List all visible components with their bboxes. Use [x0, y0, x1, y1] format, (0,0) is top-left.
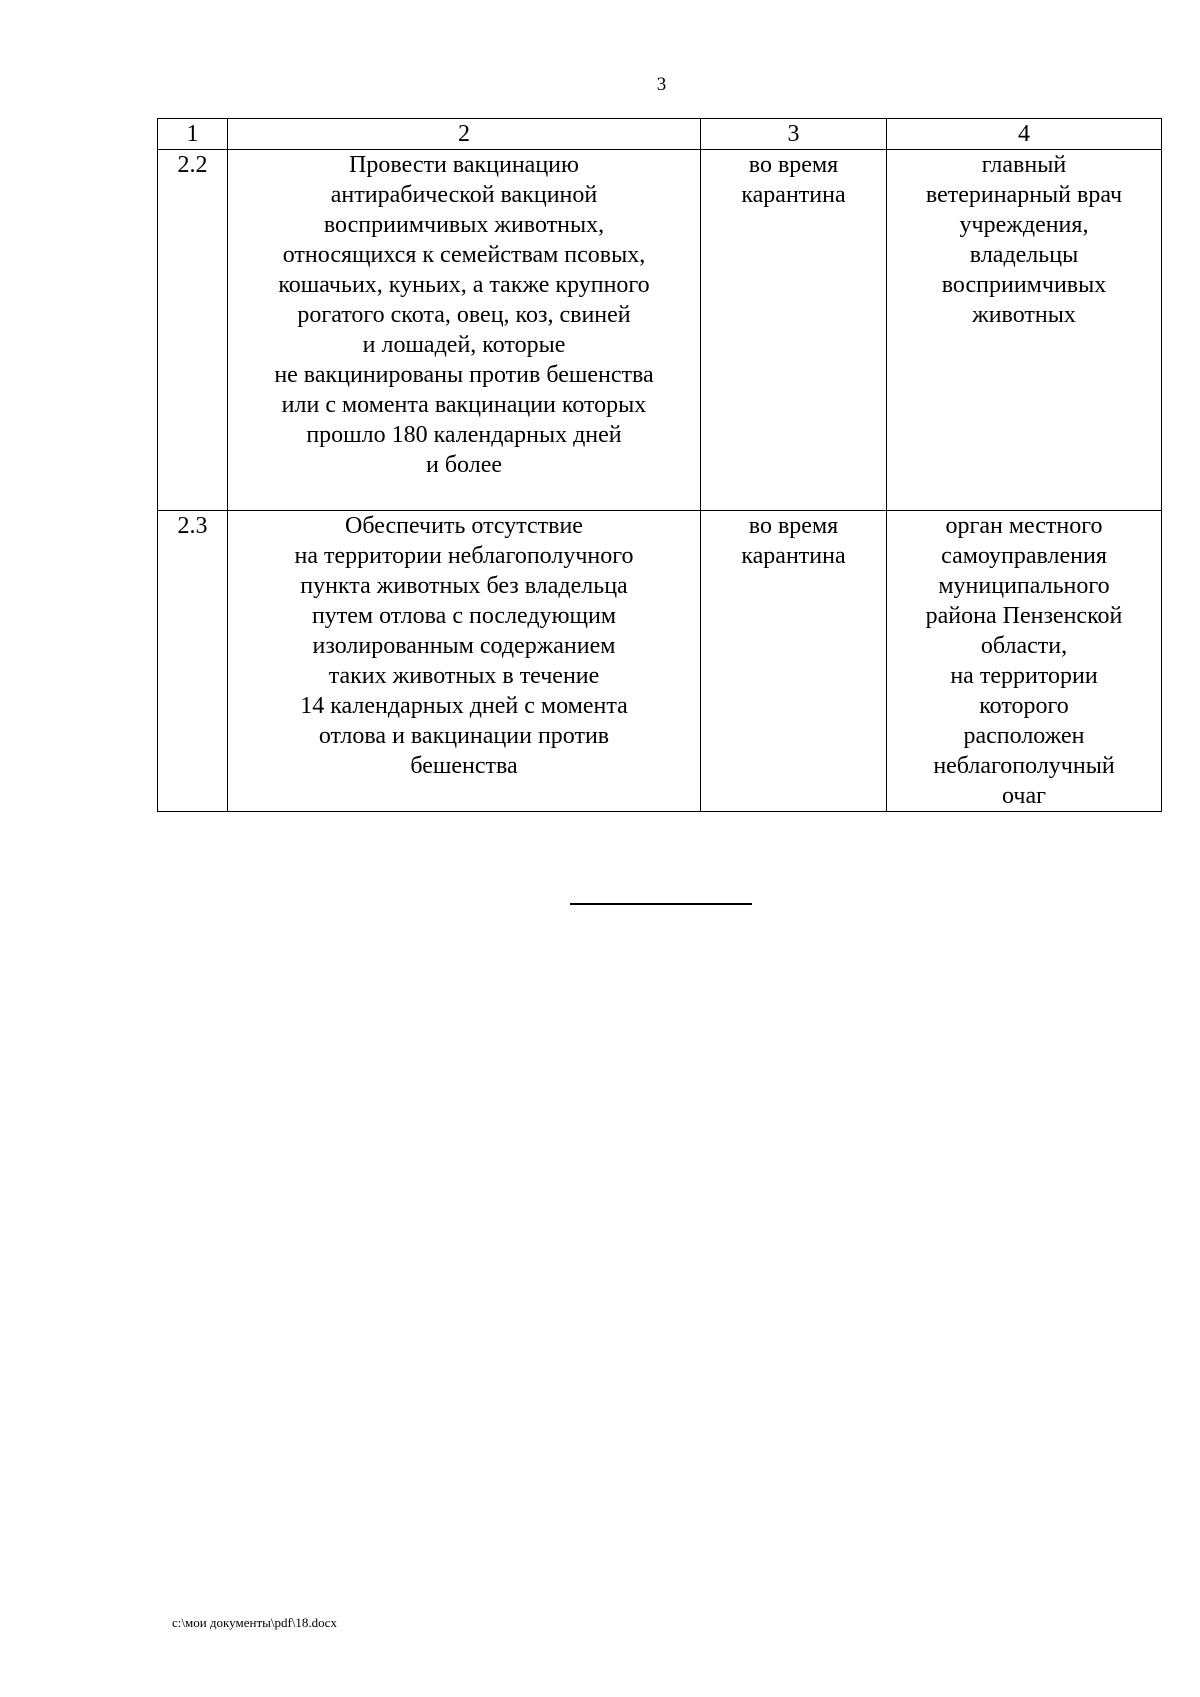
measures-table — [157, 118, 1162, 812]
responsible-line: области, — [980, 633, 1068, 659]
table-header-row — [158, 119, 1162, 150]
measure-line: изолированным содержанием — [312, 633, 616, 659]
table-row — [158, 150, 1162, 511]
responsible-line: которого — [979, 693, 1069, 719]
header-cell-3: 3 — [701, 119, 887, 150]
responsible-line: животных — [972, 302, 1076, 328]
row-number: 2.2 — [177, 152, 208, 178]
responsible-line: неблагополучный — [933, 753, 1115, 779]
term-line: карантина — [741, 543, 846, 569]
measure-line: не вакцинированы против бешенства — [274, 362, 654, 388]
measure-line: и более — [425, 452, 503, 478]
term-line: карантина — [741, 182, 846, 208]
measure-cell — [228, 150, 701, 511]
end-of-document-rule — [570, 903, 752, 905]
responsible-line: самоуправления — [941, 543, 1107, 569]
term-line: во время — [748, 513, 839, 539]
measure-cell — [228, 511, 701, 812]
responsible-line: ветеринарный врач — [925, 182, 1123, 208]
measure-line: рогатого скота, овец, коз, свиней — [297, 302, 631, 328]
measure-line: и лошадей, которые — [362, 332, 566, 358]
measure-line: или с момента вакцинации которых — [281, 392, 647, 418]
responsible-line: учреждения, — [959, 212, 1089, 238]
responsible-line: расположен — [963, 723, 1085, 749]
measure-line: Провести вакцинацию — [349, 152, 579, 178]
header-cell-4: 4 — [887, 119, 1162, 150]
term-line: во время — [748, 152, 839, 178]
measure-line: бешенства — [410, 753, 518, 779]
footer-file-path: c:\мои документы\pdf\18.docx — [172, 1615, 337, 1630]
responsible-line: муниципального — [938, 573, 1110, 599]
measure-line: отлова и вакцинации против — [318, 723, 610, 749]
measure-line: Обеспечить отсутствие — [345, 513, 583, 539]
measure-line: антирабической вакциной — [330, 182, 598, 208]
measure-line: путем отлова с последующим — [311, 603, 617, 629]
responsible-line: на территории — [950, 663, 1098, 689]
measure-line: восприимчивых животных, — [323, 212, 605, 238]
measure-line: прошло 180 календарных дней — [306, 422, 622, 448]
measure-line: на территории неблагополучного — [294, 543, 634, 569]
row-number-cell — [158, 511, 228, 812]
responsible-line: орган местного — [945, 513, 1103, 539]
responsible-cell — [887, 511, 1162, 812]
table-row — [158, 511, 1162, 812]
header-cell-2: 2 — [228, 119, 701, 150]
responsible-line: восприимчивых — [941, 272, 1107, 298]
term-cell — [701, 511, 887, 812]
header-cell-1: 1 — [158, 119, 228, 150]
measure-line: 14 календарных дней с момента — [300, 693, 628, 719]
responsible-cell — [887, 150, 1162, 511]
measure-line: таких животных в течение — [328, 663, 600, 689]
measure-line: кошачьих, куньих, а также крупного — [278, 272, 650, 298]
responsible-line: главный — [981, 152, 1067, 178]
measure-line: относящихся к семействам псовых, — [282, 242, 646, 268]
page-number: 3 — [656, 74, 667, 95]
responsible-line: владельцы — [969, 242, 1079, 268]
measure-line: пункта животных без владельца — [300, 573, 628, 599]
term-cell — [701, 150, 887, 511]
row-number: 2.3 — [177, 513, 208, 539]
responsible-line: района Пензенской — [925, 603, 1123, 629]
row-number-cell — [158, 150, 228, 511]
responsible-line: очаг — [1002, 783, 1046, 809]
